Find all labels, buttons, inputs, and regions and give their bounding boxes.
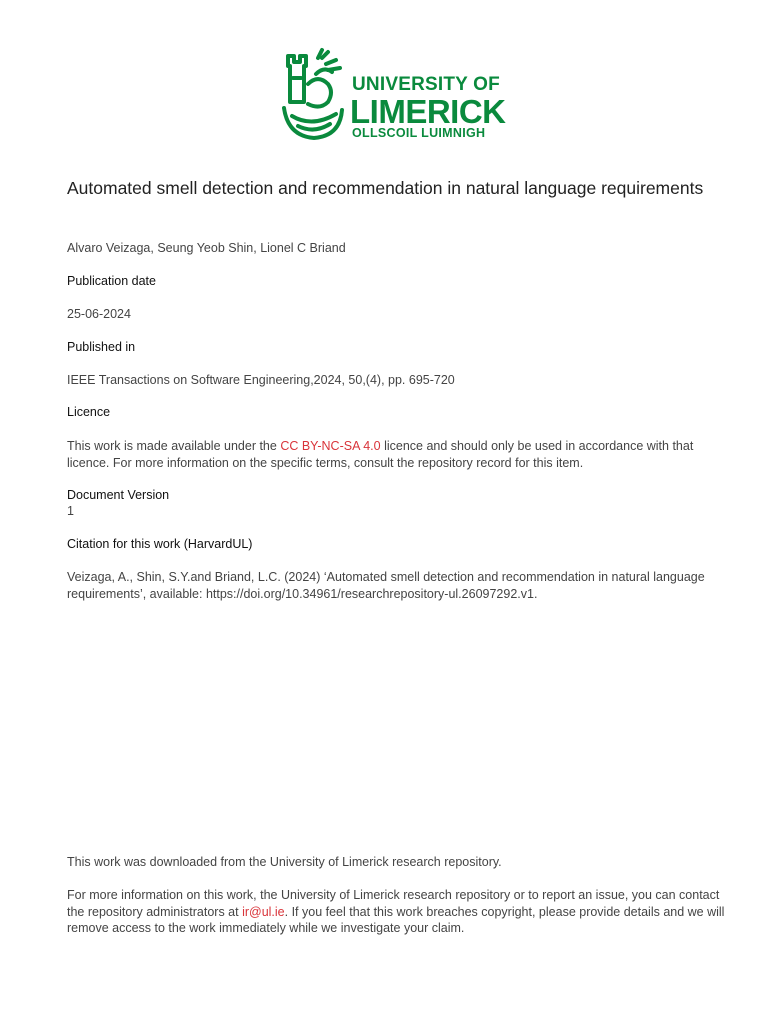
logo-line-ollscoil-luimnigh: OLLSCOIL LUIMNIGH [352,126,486,140]
downloaded-notice: This work was downloaded from the University of Limerick research repository. [67,855,502,869]
document-title: Automated smell detection and recommendation in natural language requirements [67,178,704,198]
licence-text-before: This work is made available under the [67,439,281,453]
licence-text-after: licence and should only be used in accordance with that licence. For more information on the specific terms, consult the repository record for this item. [67,439,694,470]
logo-line-university-of: UNIVERSITY OF [352,74,500,95]
logo-line-limerick: LIMERICK [350,93,506,130]
publication-date-heading: Publication date [67,274,156,288]
authors: Alvaro Veizaga, Seung Yeob Shin, Lionel C Briand [67,241,346,255]
university-logo [278,44,518,148]
published-in-value: IEEE Transactions on Software Engineering,2024, 50,(4), pp. 695-720 [67,373,455,387]
publication-date-value: 25-06-2024 [67,307,131,321]
repository-info-after: . If you feel that this work breaches copyright, please provide details and we will remove access to the work immediately while we investigate your claim. [67,904,725,935]
licence-link[interactable]: CC BY-NC-SA 4.0 [280,439,381,453]
document-version-heading: Document Version [67,488,170,502]
licence-heading: Licence [67,405,111,419]
document-version-value: 1 [67,504,74,518]
castle-stag-emblem-icon [278,44,348,148]
email-link[interactable]: ir@ul.ie [242,904,285,919]
citation-text: Veizaga, A., Shin, S.Y.and Briand, L.C. (2024) ‘Automated smell detection and recommendation in natural language requirements’, available: https://doi.org/10.34961/researchrepository-ul.26097292.v1. [67,570,705,601]
citation-heading: Citation for this work (HarvardUL) [67,537,253,551]
repository-info-before: For more information on this work, the University of Limerick research repository or to report an issue, you can contact the repository administrators at [67,888,720,919]
published-in-heading: Published in [67,340,136,354]
licence-text [67,438,727,471]
repository-info [67,887,727,937]
